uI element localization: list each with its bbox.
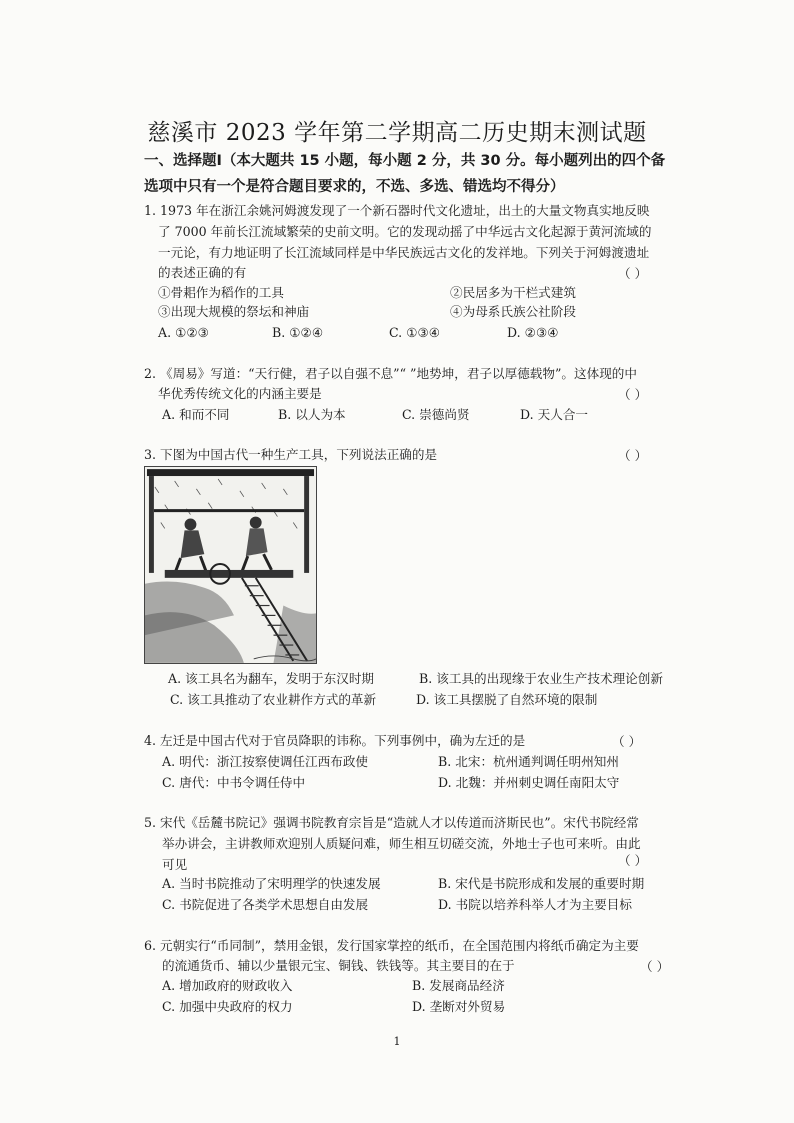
q5-stem-line-3: 可见 [162,857,188,872]
q1-stem-line-4: 的表述正确的有 [158,265,247,280]
q6-answer-blank: （ ） [640,959,670,974]
q3-answer-blank: （ ） [618,448,648,463]
page-title: 慈溪市 2023 学年第二学期高二历史期末测试题 [147,120,647,146]
q1-option-c: C. ①③④ [389,325,441,340]
q2-answer-blank: （ ） [618,387,648,402]
q5-option-b: B. 宋代是书院形成和发展的重要时期 [438,876,645,891]
q1-option-a: A. ①②③ [158,325,209,340]
q6-option-d: D. 垄断对外贸易 [412,999,506,1014]
q1-option-d: D. ②③④ [507,325,559,340]
q4-option-d: D. 北魏：并州刺史调任南阳太守 [438,775,620,790]
q4-option-a: A. 明代：浙江按察使调任江西布政使 [162,754,369,769]
q6-stem-line-1: 6. 元朝实行“币同制”，禁用金银，发行国家掌控的纸币，在全国范围内将纸币确定为主要 [144,938,639,953]
q5-option-c: C. 书院促进了各类学术思想自由发展 [162,897,369,912]
q6-option-b: B. 发展商品经济 [412,978,505,993]
q3-stem: 3. 下图为中国古代一种生产工具，下列说法正确的是 [144,447,438,462]
q1-stem-line-1: 1. 1973 年在浙江余姚河姆渡发现了一个新石器时代文化遗址，出土的大量文物真实地反映 [144,203,650,218]
page-number: 1 [393,1035,401,1048]
q1-stem-line-2: 了 7000 年前长江流域繁荣的史前文明。它的发现动摇了中华远古文化起源于黄河流域的 [158,224,652,239]
q6-option-a: A. 增加政府的财政收入 [162,978,293,993]
q5-answer-blank: （ ） [618,853,648,868]
q1-item-1: ①骨耜作为稻作的工具 [158,285,284,300]
q2-option-c: C. 崇德尚贤 [402,407,470,422]
q2-option-b: B. 以人为本 [278,407,346,422]
q1-item-2: ②民居多为干栏式建筑 [450,285,576,300]
q5-stem-line-2: 举办讲会，主讲教师欢迎别人质疑问难，师生相互切磋交流，外地士子也可来听。由此 [162,836,641,851]
q2-option-a: A. 和而不同 [162,407,230,422]
q6-option-c: C. 加强中央政府的权力 [162,999,293,1014]
q6-stem-line-2: 的流通货币、辅以少量银元宝、铜钱、铁钱等。其主要目的在于 [162,958,515,973]
q4-answer-blank: （ ） [612,734,642,749]
q1-answer-blank: （ ） [618,266,648,281]
q1-option-b: B. ①②④ [272,325,324,340]
q2-option-d: D. 天人合一 [520,407,589,422]
q3-option-c: C. 该工具推动了农业耕作方式的革新 [170,692,377,707]
q1-item-4: ④为母系氏族公社阶段 [450,304,576,319]
q3-option-d: D. 该工具摆脱了自然环境的限制 [416,692,598,707]
q4-stem: 4. 左迁是中国古代对于官员降职的讳称。下列事例中，确为左迁的是 [144,733,526,748]
q2-stem-line-1: 2. 《周易》写道：“天行健，君子以自强不息”“ ”地势坤，君子以厚德载物”。这体现的中 [144,366,637,381]
q2-stem-line-2: 华优秀传统文化的内涵主要是 [158,386,322,401]
q1-stem-line-3: 一元论，有力地证明了长江流域同样是中华民族远古文化的发祥地。下列关于河姆渡遗址 [158,245,650,260]
section-heading-line-2: 选项中只有一个是符合题目要求的，不选、多选、错选均不得分） [144,179,565,195]
q4-option-b: B. 北宋：杭州通判调任明州知州 [438,754,619,769]
q3-option-b: B. 该工具的出现缘于农业生产技术理论创新 [419,671,663,686]
q1-item-3: ③出现大规模的祭坛和神庙 [158,304,310,319]
q3-option-a: A. 该工具名为翻车，发明于东汉时期 [168,671,375,686]
q5-option-a: A. 当时书院推动了宋明理学的快速发展 [162,876,381,891]
square-pallet-chain-pump-illustration [144,466,317,664]
section-heading-line-1: 一、选择题Ⅰ（本大题共 15 小题，每小题 2 分，共 30 分。每小题列出的四个备 [144,153,666,169]
q5-stem-line-1: 5. 宋代《岳麓书院记》强调书院教育宗旨是“造就人才以传道而济斯民也”。宋代书院经常 [144,815,639,830]
q5-option-d: D. 书院以培养科举人才为主要目标 [438,897,632,912]
q4-option-c: C. 唐代：中书令调任侍中 [162,775,306,790]
